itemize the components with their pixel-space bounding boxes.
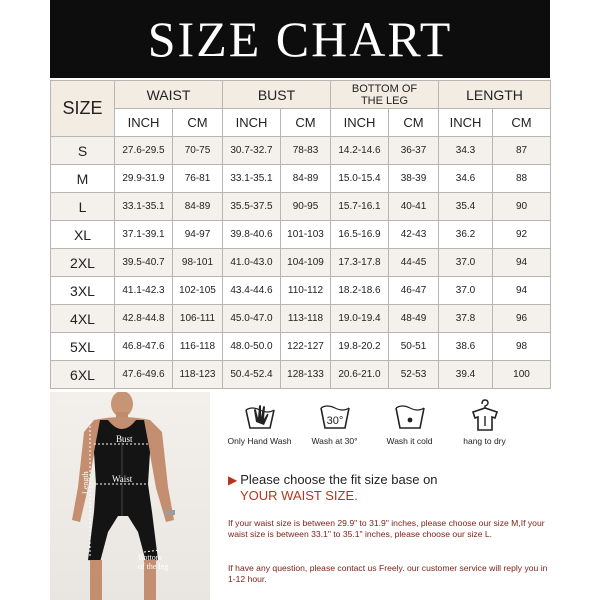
bottom-leg-line1: BOTTOM OF [351, 82, 418, 95]
length-header: LENGTH [439, 81, 551, 109]
measure-cell: 33.1-35.1 [115, 193, 173, 221]
measure-cell: 35.4 [439, 193, 493, 221]
measure-cell: 48-49 [389, 305, 439, 333]
bust-header: BUST [223, 81, 331, 109]
measure-cell: 41.0-43.0 [223, 249, 281, 277]
measure-cell: 14.2-14.6 [331, 137, 389, 165]
measure-cell: 17.3-17.8 [331, 249, 389, 277]
waist-header: WAIST [115, 81, 223, 109]
fit-note [228, 472, 548, 504]
measure-cell: 18.2-18.6 [331, 277, 389, 305]
measure-cell: 98 [493, 333, 551, 361]
unit-row [51, 109, 551, 137]
measure-cell: 94 [493, 277, 551, 305]
unit-header-inch: INCH [223, 109, 281, 137]
care-wash-30 [297, 398, 372, 460]
measure-cell: 34.6 [439, 165, 493, 193]
measure-cell: 46-47 [389, 277, 439, 305]
unit-header-inch: INCH [331, 109, 389, 137]
measure-cell: 30.7-32.7 [223, 137, 281, 165]
table-row [51, 305, 551, 333]
table-row [51, 277, 551, 305]
measure-cell: 42-43 [389, 221, 439, 249]
measure-cell: 39.5-40.7 [115, 249, 173, 277]
unit-header-cm: CM [389, 109, 439, 137]
measure-cell: 101-103 [281, 221, 331, 249]
table-row [51, 361, 551, 389]
bracelet [166, 510, 175, 515]
measure-cell: 39.4 [439, 361, 493, 389]
measure-cell: 37.0 [439, 249, 493, 277]
measure-cell: 102-105 [173, 277, 223, 305]
bottom-leg-line2: THE LEG [360, 94, 409, 107]
banner-title: SIZE CHART [147, 11, 453, 67]
unit-header-cm: CM [493, 109, 551, 137]
size-cell: 6XL [51, 361, 115, 389]
measure-cell: 40-41 [389, 193, 439, 221]
bottom-label-1: Bottom [138, 553, 163, 562]
table-row [51, 221, 551, 249]
table-row [51, 193, 551, 221]
measure-cell: 45.0-47.0 [223, 305, 281, 333]
measure-cell: 34.3 [439, 137, 493, 165]
size-chart-banner [50, 0, 550, 78]
measure-cell: 16.5-16.9 [331, 221, 389, 249]
measure-cell: 94 [493, 249, 551, 277]
measure-cell: 15.7-16.1 [331, 193, 389, 221]
size-cell: 2XL [51, 249, 115, 277]
measure-cell: 46.8-47.6 [115, 333, 173, 361]
measure-cell: 43.4-44.6 [223, 277, 281, 305]
measure-cell: 113-118 [281, 305, 331, 333]
unit-header-inch: INCH [439, 109, 493, 137]
measure-cell: 122-127 [281, 333, 331, 361]
size-cell: M [51, 165, 115, 193]
arrow-icon: ▶ [228, 473, 238, 487]
measure-cell: 84-89 [173, 193, 223, 221]
measure-cell: 36-37 [389, 137, 439, 165]
unit-header-inch: INCH [115, 109, 173, 137]
measure-cell: 50-51 [389, 333, 439, 361]
bottom-label-2: of the leg [138, 562, 169, 571]
model-illustration [50, 392, 210, 600]
hand-wash-icon [243, 398, 277, 432]
measure-cell: 98-101 [173, 249, 223, 277]
size-cell: S [51, 137, 115, 165]
measure-cell: 116-118 [173, 333, 223, 361]
size-table [50, 80, 551, 389]
size-header: SIZE [51, 81, 115, 137]
unit-header-cm: CM [173, 109, 223, 137]
measure-cell: 88 [493, 165, 551, 193]
table-row [51, 249, 551, 277]
wash-30-symbol: 30° [326, 415, 343, 427]
bust-label: Bust [116, 434, 133, 444]
measure-cell: 106-111 [173, 305, 223, 333]
care-label-wash-30: Wash at 30° [311, 436, 358, 446]
model-figure [50, 392, 210, 600]
measure-cell: 78-83 [281, 137, 331, 165]
fit-note-line1 [228, 472, 548, 488]
fit-note-text: Please choose the fit size base on [240, 472, 438, 487]
care-label-hand-wash: Only Hand Wash [227, 436, 292, 446]
care-label-hang-dry: hang to dry [463, 436, 506, 446]
size-cell: 5XL [51, 333, 115, 361]
measure-cell: 27.6-29.5 [115, 137, 173, 165]
measure-cell: 47.6-49.6 [115, 361, 173, 389]
measure-cell: 52-53 [389, 361, 439, 389]
measure-cell: 87 [493, 137, 551, 165]
measure-cell: 41.1-42.3 [115, 277, 173, 305]
measure-cell: 100 [493, 361, 551, 389]
measure-cell: 92 [493, 221, 551, 249]
fit-note-line2: YOUR WAIST SIZE. [240, 488, 358, 503]
measure-cell: 19.8-20.2 [331, 333, 389, 361]
unit-header-cm: CM [281, 109, 331, 137]
measure-cell: 36.2 [439, 221, 493, 249]
measure-cell: 37.8 [439, 305, 493, 333]
measure-cell: 35.5-37.5 [223, 193, 281, 221]
waist-label: Waist [112, 474, 133, 484]
measure-cell: 104-109 [281, 249, 331, 277]
measure-cell: 110-112 [281, 277, 331, 305]
wash-cold-icon [393, 398, 427, 432]
measure-cell: 44-45 [389, 249, 439, 277]
table-row [51, 137, 551, 165]
measure-cell: 38-39 [389, 165, 439, 193]
table-row [51, 165, 551, 193]
measure-cell: 33.1-35.1 [223, 165, 281, 193]
size-cell: XL [51, 221, 115, 249]
measure-cell: 29.9-31.9 [115, 165, 173, 193]
measure-cell: 37.0 [439, 277, 493, 305]
measure-cell: 48.0-50.0 [223, 333, 281, 361]
care-hang-dry [447, 398, 522, 460]
measure-cell: 118-123 [173, 361, 223, 389]
measure-cell: 90 [493, 193, 551, 221]
care-hand-wash [222, 398, 297, 460]
measure-cell: 38.6 [439, 333, 493, 361]
measure-cell: 39.8-40.6 [223, 221, 281, 249]
measure-cell: 37.1-39.1 [115, 221, 173, 249]
measure-cell: 128-133 [281, 361, 331, 389]
care-instructions [222, 398, 522, 460]
measure-cell: 96 [493, 305, 551, 333]
wash-30-icon [318, 398, 352, 432]
measure-cell: 19.0-19.4 [331, 305, 389, 333]
hang-dry-icon [468, 398, 502, 432]
size-cell: 4XL [51, 305, 115, 333]
contact-note: If have any question, please contact us Freely. our customer service will reply you in 1-12 hour. [228, 563, 548, 584]
care-wash-cold [372, 398, 447, 460]
measure-cell: 70-75 [173, 137, 223, 165]
measure-cell: 15.0-15.4 [331, 165, 389, 193]
measure-cell: 90-95 [281, 193, 331, 221]
bottom-leg-header [331, 81, 439, 109]
care-label-wash-cold: Wash it cold [386, 436, 433, 446]
size-explanation: If your waist size is between 29.9" to 31.9" inches, please choose our size M,If your waist size is between 33.1" to 35.1" inches, please choose our size L. [228, 518, 545, 539]
measure-cell: 20.6-21.0 [331, 361, 389, 389]
measure-cell: 94-97 [173, 221, 223, 249]
size-cell: 3XL [51, 277, 115, 305]
measure-cell: 50.4-52.4 [223, 361, 281, 389]
measure-cell: 42.8-44.8 [115, 305, 173, 333]
measure-cell: 76-81 [173, 165, 223, 193]
model-left-leg [90, 560, 102, 600]
measure-cell: 84-89 [281, 165, 331, 193]
size-table-body [51, 137, 551, 389]
size-cell: L [51, 193, 115, 221]
table-row [51, 333, 551, 361]
length-label: Length [81, 471, 90, 494]
